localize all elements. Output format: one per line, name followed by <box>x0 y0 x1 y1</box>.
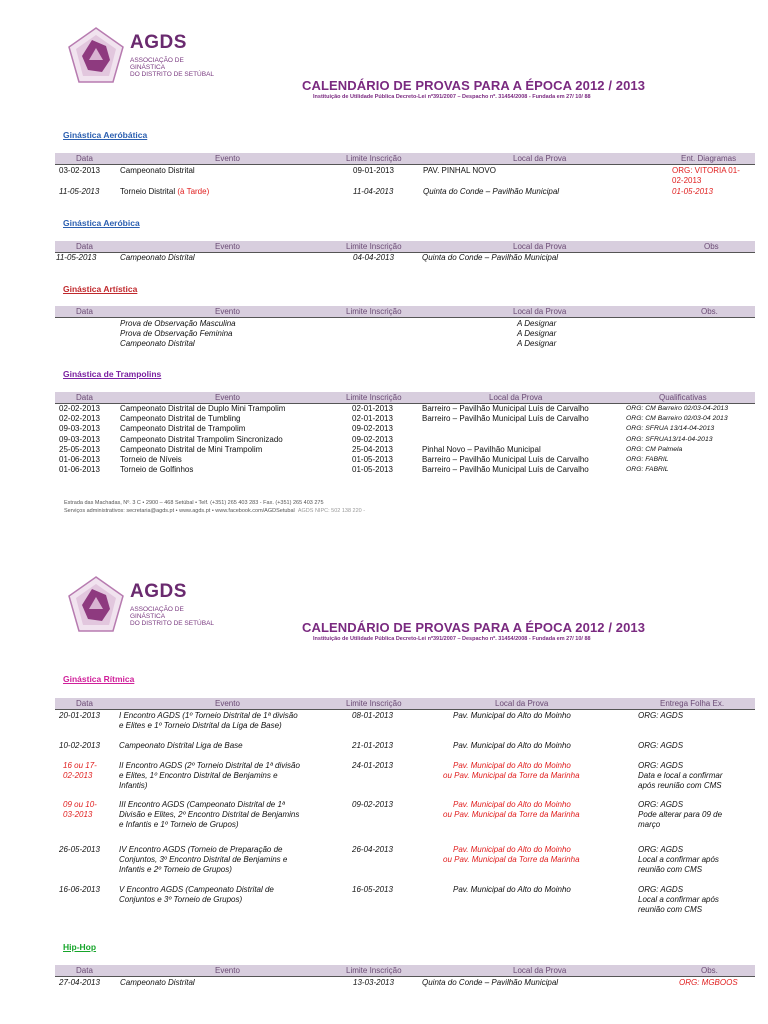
cell-place-2: ou Pav. Municipal da Torre da Marinha <box>443 810 580 819</box>
cell-event: Campeonato Distrital <box>120 166 195 175</box>
cell-obs: ORG: AGDS <box>638 741 684 750</box>
logo-brand: AGDS <box>130 32 187 53</box>
cell-event-2: e Elites, 1º Encontro Distrital de Benjamins e <box>119 771 278 780</box>
cell-event: Campeonato Distrital Liga de Base <box>119 741 243 750</box>
cell-qualificativa: ORG: CM Palmela <box>626 446 683 453</box>
cell-place: Pinhal Novo – Pavilhão Municipal <box>422 445 541 454</box>
cell-place: PAV. PINHAL NOVO <box>423 166 496 175</box>
footer-nipc: AGDS NIPC: 502 138 220 - <box>297 508 366 514</box>
agds-logo <box>66 575 215 639</box>
cell-event: Campeonato Distrital de Trampolim <box>120 424 246 433</box>
col-data: Data <box>76 154 93 163</box>
cell-place-2: ou Pav. Municipal da Torre da Marinha <box>443 771 580 780</box>
agds-logo <box>66 26 215 90</box>
col-local: Local da Prova <box>495 699 549 708</box>
cell-date: 11-05-2013 <box>56 253 97 262</box>
cell-date: 27-04-2013 <box>59 978 100 987</box>
cell-obs-2: Local a confirmar após <box>638 855 719 864</box>
cell-date: 02-02-2013 <box>59 404 100 413</box>
cell-date: 10-02-2013 <box>59 741 100 750</box>
cell-place: Quinta do Conde – Pavilhão Municipal <box>422 978 559 987</box>
col-data: Data <box>76 699 93 708</box>
cell-date: 01-06-2013 <box>59 465 100 474</box>
cell-obs: ORG: AGDS <box>638 800 684 809</box>
col-limite: Limite Inscrição <box>346 242 402 251</box>
cell-event: Prova de Observação Masculina <box>120 319 236 328</box>
section-title-hiphop[interactable]: Hip-Hop <box>63 942 97 952</box>
section-title-trampolins[interactable]: Ginástica de Trampolins <box>63 369 162 379</box>
cell-event-2: e Elites e 1º Torneio Distrital da Liga de Base) <box>119 721 282 730</box>
cell-place: Pav. Municipal do Alto do Moinho <box>453 711 571 720</box>
cell-place: Quinta do Conde – Pavilhão Municipal <box>422 253 559 262</box>
col-local: Local da Prova <box>513 966 567 975</box>
cell-date-2: 03-2013 <box>63 810 93 819</box>
cell-place: Barreiro – Pavilhão Municipal Luís de Carvalho <box>422 414 589 423</box>
cell-event: Campeonato Distrital <box>120 253 195 262</box>
col-local: Local da Prova <box>489 393 543 402</box>
cell-obs-2: Pode alterar para 09 de <box>638 810 723 819</box>
cell-event: Prova de Observação Feminina <box>120 329 233 338</box>
col-evento: Evento <box>215 154 240 163</box>
col-limite: Limite Inscrição <box>346 154 402 163</box>
cell-event: Campeonato Distrital <box>120 978 195 987</box>
col-obs: Obs. <box>701 966 718 975</box>
col-local: Local da Prova <box>513 307 567 316</box>
col-data: Data <box>76 393 93 402</box>
cell-place: Pav. Municipal do Alto do Moinho <box>453 845 571 854</box>
col-limite: Limite Inscrição <box>346 699 402 708</box>
col-evento: Evento <box>215 699 240 708</box>
col-limite: Limite Inscrição <box>346 966 402 975</box>
page-subtitle: Instituição de Utilidade Pública Decreto-Lei nº391/2007 – Despacho nº. 31454/2008 - Fundada em 27/ 10/ 88 <box>313 636 591 642</box>
cell-limit: 09-01-2013 <box>353 166 394 175</box>
cell-date: 20-01-2013 <box>59 711 100 720</box>
col-evento: Evento <box>215 966 240 975</box>
cell-event: Campeonato Distrital Trampolim Sincronizado <box>120 435 283 444</box>
cell-event-3: e Infantis e 1º Torneio de Grupos) <box>119 820 239 829</box>
cell-date: 03-02-2013 <box>59 166 100 175</box>
cell-obs: ORG: MGBOOS <box>679 978 738 987</box>
cell-limit: 09-02-2013 <box>352 424 393 433</box>
logo-sub-line2: DO DISTRITO DE SETÚBAL <box>130 620 215 627</box>
cell-limit: 04-04-2013 <box>353 253 394 262</box>
cell-date: 09-03-2013 <box>59 424 100 433</box>
cell-date: 16-06-2013 <box>59 885 100 894</box>
cell-obs: ORG: AGDS <box>638 885 684 894</box>
footer-contacts <box>64 507 365 515</box>
logo-subtitle <box>130 606 220 627</box>
cell-place: Pav. Municipal do Alto do Moinho <box>453 885 571 894</box>
cell-obs: ORG: AGDS <box>638 711 684 720</box>
table-header <box>55 965 755 977</box>
col-diagramas: Ent. Diagramas <box>681 154 737 163</box>
cell-event: V Encontro AGDS (Campeonato Distrital de <box>119 885 274 894</box>
cell-obs-3: março <box>638 820 661 829</box>
cell-qualificativa: ORG: CM Barreiro 02/03-04 2013 <box>626 415 728 422</box>
cell-limit: 01-05-2013 <box>352 465 393 474</box>
cell-limit: 21-01-2013 <box>352 741 393 750</box>
pentagon-logo-icon <box>66 575 126 639</box>
footer-address: Estrada das Machadas, Nº. 3 C • 2900 – 468 Setúbal • Telf. (+351) 265 403 283 - Fax. (+351) 265 403 275 <box>64 500 324 506</box>
cell-limit: 09-02-2013 <box>352 800 393 809</box>
cell-event-2: Divisão e Elites, 2º Encontro Distrital de Benjamins <box>119 810 300 819</box>
cell-limit: 25-04-2013 <box>352 445 393 454</box>
table-header <box>55 241 755 253</box>
cell-date: 25-05-2013 <box>59 445 100 454</box>
table-header <box>55 392 755 404</box>
cell-event-2: Conjuntos, 3º Encontro Distrital de Benjamins e <box>119 855 288 864</box>
section-title-aerobatica[interactable]: Ginástica Aeróbática <box>63 130 148 140</box>
cell-place: Barreiro – Pavilhão Municipal Luís de Carvalho <box>422 404 589 413</box>
cell-obs-3: após reunião com CMS <box>638 781 722 790</box>
cell-event-text: Torneio Distrital <box>120 187 176 196</box>
section-title-artistica[interactable]: Ginástica Artística <box>63 284 138 294</box>
cell-limit: 16-05-2013 <box>352 885 393 894</box>
cell-place: A Designar <box>517 329 557 338</box>
cell-obs-3: reunião com CMS <box>638 865 703 874</box>
cell-limit: 09-02-2013 <box>352 435 393 444</box>
cell-place-2: ou Pav. Municipal da Torre da Marinha <box>443 855 580 864</box>
section-title-ritmica[interactable]: Ginástica Rítmica <box>63 674 135 684</box>
cell-event: Campeonato Distrital de Mini Trampolim <box>120 445 263 454</box>
cell-date: 11-05-2013 <box>59 187 100 196</box>
logo-brand: AGDS <box>130 581 187 602</box>
page-2 <box>0 540 768 1024</box>
cell-event: Campeonato Distrital de Tumbling <box>120 414 241 423</box>
cell-qualificativa: ORG: SFRUA 13/14-04-2013 <box>626 425 715 432</box>
cell-event: Torneio de Níveis <box>120 455 182 464</box>
cell-limit: 08-01-2013 <box>352 711 393 720</box>
cell-qualificativa: ORG: SFRUA13/14-04-2013 <box>626 436 713 443</box>
cell-extra: 01-05-2013 <box>672 187 713 196</box>
col-data: Data <box>76 307 93 316</box>
logo-subtitle <box>130 57 220 78</box>
cell-obs-3: reunião com CMS <box>638 905 703 914</box>
cell-obs-2: Data e local a confirmar <box>638 771 723 780</box>
logo-sub-line2: DO DISTRITO DE SETÚBAL <box>130 71 215 78</box>
cell-place: Barreiro – Pavilhão Municipal Luís de Carvalho <box>422 455 589 464</box>
footer-contacts-text: Serviços administrativos: secretaria@agds.pt • www.agds.pt • www.facebook.com/AGDSetubal <box>64 508 295 514</box>
col-qualificativas: Qualificativas <box>659 393 707 402</box>
cell-event: III Encontro AGDS (Campeonato Distrital de 1ª <box>119 800 285 809</box>
col-evento: Evento <box>215 242 240 251</box>
cell-extra-2: 02-2013 <box>672 176 702 185</box>
cell-limit: 13-03-2013 <box>353 978 394 987</box>
cell-place: Pav. Municipal do Alto do Moinho <box>453 741 571 750</box>
cell-event: Torneio de Golfinhos <box>120 465 194 474</box>
cell-date: 09 ou 10- <box>63 800 97 809</box>
table-header <box>55 306 755 318</box>
cell-date-2: 02-2013 <box>63 771 93 780</box>
cell-event: Campeonato Distrital <box>120 339 195 348</box>
col-entrega: Entrega Folha Ex. <box>660 699 725 708</box>
col-evento: Evento <box>215 307 240 316</box>
col-obs: Obs <box>704 242 719 251</box>
col-limite: Limite Inscrição <box>346 307 402 316</box>
page-subtitle: Instituição de Utilidade Pública Decreto-Lei nº391/2007 – Despacho nº. 31454/2008 - Fundada em 27/ 10/ 88 <box>313 94 591 100</box>
page-footer <box>64 499 365 515</box>
cell-limit: 11-04-2013 <box>353 187 394 196</box>
cell-event-3: Infantis) <box>119 781 148 790</box>
section-title-aerobica[interactable]: Ginástica Aeróbica <box>63 218 140 228</box>
cell-event-note: (à Tarde) <box>177 187 210 196</box>
cell-event <box>120 187 209 197</box>
cell-qualificativa: ORG: FABRIL <box>626 456 669 463</box>
cell-qualificativa: ORG: FABRIL <box>626 466 669 473</box>
cell-date: 26-05-2013 <box>59 845 100 854</box>
table-header <box>55 698 755 710</box>
table-header <box>55 153 755 165</box>
cell-limit: 24-01-2013 <box>352 761 393 770</box>
cell-date: 02-02-2013 <box>59 414 100 423</box>
col-data: Data <box>76 966 93 975</box>
cell-qualificativa: ORG: CM Barreiro 02/03-04-2013 <box>626 405 728 412</box>
cell-place: Pav. Municipal do Alto do Moinho <box>453 761 571 770</box>
cell-place: Pav. Municipal do Alto do Moinho <box>453 800 571 809</box>
cell-event: IV Encontro AGDS (Torneio de Preparação de <box>119 845 283 854</box>
cell-date: 01-06-2013 <box>59 455 100 464</box>
cell-limit: 02-01-2013 <box>352 404 393 413</box>
pentagon-logo-icon <box>66 26 126 90</box>
cell-date: 16 ou 17- <box>63 761 97 770</box>
col-local: Local da Prova <box>513 242 567 251</box>
cell-obs-2: Local a confirmar após <box>638 895 719 904</box>
cell-limit: 26-04-2013 <box>352 845 393 854</box>
cell-obs: ORG: AGDS <box>638 845 684 854</box>
col-local: Local da Prova <box>513 154 567 163</box>
cell-limit: 02-01-2013 <box>352 414 393 423</box>
page-title: CALENDÁRIO DE PROVAS PARA A ÉPOCA 2012 / 2013 <box>302 78 646 93</box>
col-evento: Evento <box>215 393 240 402</box>
cell-date: 09-03-2013 <box>59 435 100 444</box>
cell-place: A Designar <box>517 339 557 348</box>
cell-obs: ORG: AGDS <box>638 761 684 770</box>
cell-extra: ORG: VITORIA 01- <box>672 166 740 175</box>
col-obs: Obs. <box>701 307 718 316</box>
page-title: CALENDÁRIO DE PROVAS PARA A ÉPOCA 2012 / 2013 <box>302 620 646 635</box>
cell-place: Quinta do Conde – Pavilhão Municipal <box>423 187 560 196</box>
logo-sub-line1: ASSOCIAÇÃO DE GINÁSTICA <box>130 606 184 620</box>
cell-event-3: Infantis e 2º Torneio de Grupos) <box>119 865 232 874</box>
col-data: Data <box>76 242 93 251</box>
cell-event: II Encontro AGDS (2º Torneio Distrital de 1ª divisão <box>119 761 300 770</box>
logo-sub-line1: ASSOCIAÇÃO DE GINÁSTICA <box>130 57 184 71</box>
cell-limit: 01-05-2013 <box>352 455 393 464</box>
cell-event-2: Conjuntos e 3º Torneio de Grupos) <box>119 895 243 904</box>
cell-place: A Designar <box>517 319 557 328</box>
cell-place: Barreiro – Pavilhão Municipal Luís de Carvalho <box>422 465 589 474</box>
col-limite: Limite Inscrição <box>346 393 402 402</box>
cell-event: I Encontro AGDS (1º Torneio Distrital de 1ª divisão <box>119 711 298 720</box>
cell-event: Campeonato Distrital de Duplo Mini Trampolim <box>120 404 286 413</box>
